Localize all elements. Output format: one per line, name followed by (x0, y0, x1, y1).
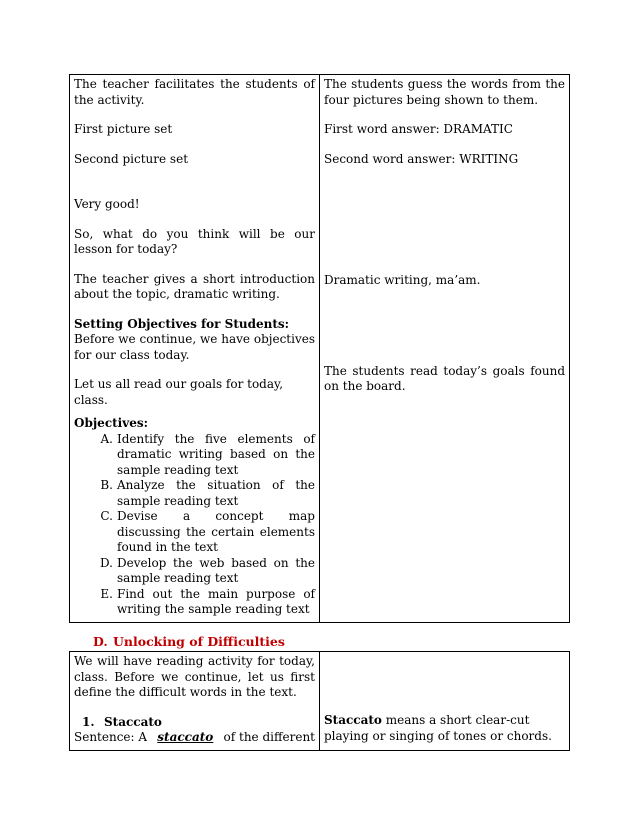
very-good-text: Very good! (74, 197, 140, 211)
objective-letter: D. (99, 555, 113, 570)
definition-body: means a short clear-cut playing or singing of tones or chords. (324, 713, 552, 743)
item-number: 1. (82, 714, 95, 729)
teacher-column (70, 652, 320, 751)
students-column (320, 75, 570, 623)
list-item (74, 509, 315, 556)
definition-text (324, 713, 565, 744)
second-picture-set: Second picture set (74, 151, 189, 166)
students-column (320, 652, 570, 751)
objective-letter: A. (100, 431, 113, 446)
spacer (324, 654, 565, 713)
section-title: Unlocking of Difficulties (113, 634, 285, 649)
read-goals-instruction: Let us all read our goals for today, class. (74, 377, 284, 407)
table-row (70, 75, 570, 623)
spacer (324, 181, 565, 273)
first-word-answer: First word answer: DRAMATIC (324, 122, 513, 136)
sentence-keyword: staccato (157, 730, 214, 744)
reading-activity-intro: We will have reading activity for today, class. Before we continue, let us first define the difficult words in the text. (74, 654, 315, 699)
list-item (74, 432, 315, 479)
objective-text: Analyze the situation of the sample reading text (117, 478, 315, 508)
objectives-heading: Setting Objectives for Students: (74, 316, 290, 331)
first-picture-set: First picture set (74, 122, 173, 136)
short-introduction: The teacher gives a short introduction about the topic, dramatic writing. (74, 271, 315, 301)
objective-text: Find out the main purpose of writing the sample reading text (117, 586, 315, 616)
sentence-line (74, 730, 315, 746)
section-heading (93, 634, 285, 649)
spacer (324, 303, 565, 364)
students-guess: The students guess the words from the four pictures being shown to them. (324, 77, 565, 107)
objectives-label: Objectives: (74, 416, 149, 430)
definition-term: Staccato (324, 713, 382, 727)
objective-letter: E. (100, 586, 113, 601)
objectives-list (74, 432, 315, 618)
teacher-intro: The teacher facilitates the students of the activity. (74, 77, 315, 107)
students-read-goals: The students read today’s goals found on the board. (324, 363, 565, 393)
lesson-question: So, what do you think will be our lesson for today? (74, 226, 315, 256)
section-letter: D. (93, 634, 108, 649)
objectives-intro: Before we continue, we have objectives for our class today. (74, 332, 315, 362)
table-row (70, 652, 570, 751)
sentence-prefix: Sentence: A (74, 730, 148, 744)
sentence-suffix: of the different (223, 730, 315, 744)
objective-text: Devise a concept map discussing the certain elements found in the text (117, 509, 315, 554)
objective-text: Identify the five elements of dramatic writing based on the sample reading text (117, 431, 315, 477)
lesson-table-difficulties (69, 651, 570, 751)
dramatic-reply: Dramatic writing, ma’am. (324, 273, 481, 287)
list-item (74, 556, 315, 587)
vocabulary-item (74, 715, 315, 731)
second-word-answer: Second word answer: WRITING (324, 151, 519, 166)
teacher-column (70, 75, 320, 623)
objective-text: Develop the web based on the sample reading text (117, 555, 315, 585)
spacer (74, 181, 315, 197)
list-item (74, 478, 315, 509)
objective-letter: B. (100, 478, 113, 492)
objectives-block (74, 317, 315, 364)
item-word: Staccato (104, 714, 162, 729)
lesson-table-activity (69, 74, 570, 623)
objective-letter: C. (100, 509, 113, 523)
list-item (74, 587, 315, 618)
